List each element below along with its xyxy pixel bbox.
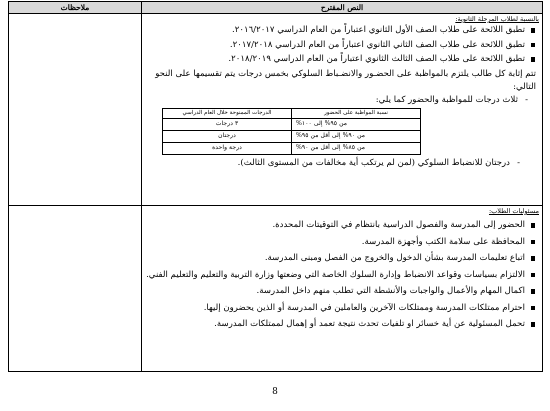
dash-item: - درجتان للانضباط السلوكي (لمن لم يرتكب أية مخالفات من المستوى الثالث). <box>142 157 542 170</box>
notes-cell <box>9 206 142 372</box>
reward-paragraph: تتم إثابة كل طالب يلتزم بالمواظبة على الحضـور والانضـباط السلوكي بخمس درجات يتم تقسيمها على النحو التالي: <box>155 69 536 93</box>
attendance-cell: من ٩٥% إلى ١٠٠% <box>292 119 421 131</box>
attendance-grades-table <box>162 108 421 155</box>
list-item: احترام ممتلكات المدرسة وممتلكات الآخرين والعاملين في المدرسة أو الذين يحضرون إليها. <box>146 302 536 315</box>
dash-item: - ثلاث درجات للمواظبة والحضور كما يلي: <box>142 94 542 107</box>
page-number: 8 <box>272 387 278 397</box>
attendance-cell: من ٩٠% إلى أقل من ٩٥% <box>292 131 421 143</box>
bullet-list <box>142 24 542 67</box>
attendance-header: نسبة المواظبة على الحضور <box>292 109 421 119</box>
list-item: المحافظة على سلامة الكتب وأجهزة المدرسة. <box>146 236 536 249</box>
document-table <box>8 1 543 372</box>
header-proposed-text: النص المقترح <box>142 2 543 14</box>
list-item: الالتزام بسياسات وقواعد الانضباط وإدارة السلوك الخاصة التي وضعتها وزارة التربية والتعليم والتعليم الفني. <box>146 269 536 282</box>
list-item: تطبق اللائحة على طلاب الصف الأول الثانوي اعتباراً من العام الدراسي ٢٠١٦/٢٠١٧. <box>146 24 536 37</box>
bullet-list <box>142 219 542 331</box>
section-label: مسئوليات الطلاب: <box>488 207 539 215</box>
grades-cell: درجتان <box>163 131 292 143</box>
section-secondary-stage <box>142 14 543 206</box>
section-label: بالنسبة لطلاب المرحلة الثانوية: <box>455 15 539 23</box>
grades-cell: ٣ درجات <box>163 119 292 131</box>
table-row <box>163 119 421 131</box>
list-item: تطبق اللائحة على طلاب الصف الثالث الثانوي اعتباراً من العام الدراسي ٢٠١٨/٢٠١٩. <box>146 53 536 66</box>
list-item: الحضور إلى المدرسة والفصول الدراسية بانتظام في التوقيتات المحددة. <box>146 219 536 232</box>
section-student-responsibilities <box>142 206 543 372</box>
grades-header: الدرجات الممنوحة خلال العام الدراسي <box>163 109 292 119</box>
list-item: اكمال المهام والأعمال والواجبات والأنشطة التي تطلب منهم داخل المدرسة. <box>146 285 536 298</box>
list-item: اتباع تعليمات المدرسة بشأن الدخول والخروج من الفصل ومبنى المدرسة. <box>146 252 536 265</box>
grades-cell: درجة واحدة <box>163 143 292 155</box>
attendance-cell: من ٨٥% إلى أقل من ٩٠% <box>292 143 421 155</box>
table-row <box>163 143 421 155</box>
header-notes: ملاحظات <box>9 2 142 14</box>
table-row <box>163 131 421 143</box>
list-item: تطبق اللائحة على طلاب الصف الثاني الثانوي اعتباراً من العام الدراسي ٢٠١٧/٢٠١٨. <box>146 39 536 52</box>
list-item: تحمل المسئولية عن أية خسائر او تلفيات تحدث نتيجة تعمد أو إهمال لممتلكات المدرسة. <box>146 318 536 331</box>
notes-cell <box>9 14 142 206</box>
